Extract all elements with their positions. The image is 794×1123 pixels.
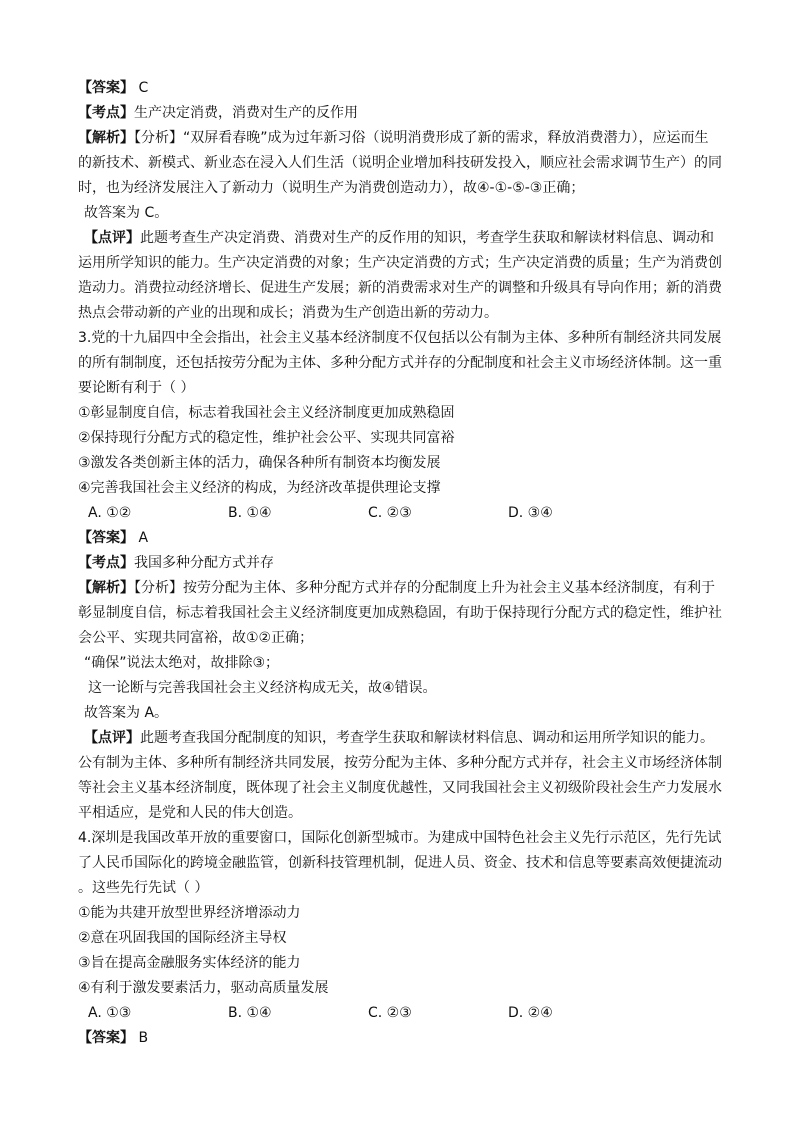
q4-answer-line [78, 1029, 728, 1047]
q4-statement-1: ①能为共建开放型世界经济增添动力 [78, 905, 301, 921]
q3-option-d: D. ③④ [508, 505, 553, 521]
q3-kaodian-line [78, 554, 728, 572]
dianping-label: 【点评】 [84, 730, 140, 746]
q3-extra-line-2: 这一论断与完善我国社会主义经济构成无关，故④错误。 [88, 680, 437, 696]
comment-text: 此题考查生产决定消费、消费对生产的反作用的知识，考查学生获取和解读材料信息、调动和 [140, 230, 714, 246]
q4-stem-line-1: 4.深圳是我国改革开放的重要窗口，国际化创新型城市。为建成中国特色社会主义先行示范区，先行先试 [78, 830, 722, 846]
q2-analysis-line-3: 时，也为经济发展注入了新动力（说明生产为消费创造动力），故④-①-⑤-③正确； [78, 180, 585, 196]
kaodian-label: 【考点】 [78, 105, 134, 121]
analysis-text: “双屏看春晚”成为过年新习俗（说明消费形成了新的需求，释放消费潜力），应运而生 [183, 130, 709, 146]
q4-option-d: D. ②④ [508, 1005, 553, 1021]
q3-statement-1: ①彰显制度自信，标志着我国社会主义经济制度更加成熟稳固 [78, 405, 455, 421]
q3-option-c: C. ②③ [368, 505, 412, 521]
answer-value: A [138, 530, 149, 546]
dianping-label: 【点评】 [84, 230, 140, 246]
q2-comment-line-2: 运用所学知识的能力。生产决定消费的对象；生产决定消费的方式；生产决定消费的质量；生产为消费创 [78, 255, 722, 271]
q3-option-b: B. ①④ [228, 505, 272, 521]
q3-answer-line [78, 529, 728, 547]
kaodian-text: 生产决定消费，消费对生产的反作用 [134, 105, 358, 121]
q3-stem-line-2: 的所有制制度，还包括按劳分配为主体、多种分配方式并存的分配制度和社会主义市场经济体制。这一重 [78, 355, 722, 371]
q2-comment-line-3: 造动力。消费拉动经济增长、促进生产发展；新的消费需求对生产的调整和升级具有导向作用；新的消费 [78, 280, 722, 296]
fenxi-label: 【分析】 [134, 130, 183, 146]
q2-conclusion: 故答案为 C。 [84, 205, 169, 221]
analysis-text: 按劳分配为主体、多种分配方式并存的分配制度上升为社会主义基本经济制度，有利于 [183, 580, 715, 596]
q2-analysis-line-1 [78, 129, 728, 147]
q3-conclusion: 故答案为 A。 [84, 705, 169, 721]
answer-label: 【答案】 [78, 1030, 134, 1046]
q3-comment-line-1 [84, 729, 734, 747]
jiexi-label: 【解析】 [78, 130, 134, 146]
q3-comment-line-4: 平相适应，是党和人民的伟大创造。 [78, 805, 302, 821]
q2-comment-line-4: 热点会带动新的产业的出现和成长；消费为生产创造出新的劳动力。 [78, 305, 498, 321]
q4-statement-4: ④有利于激发要素活力，驱动高质量发展 [78, 980, 329, 996]
jiexi-label: 【解析】 [78, 580, 134, 596]
fenxi-label: 【分析】 [134, 580, 183, 596]
q4-statement-3: ③旨在提高金融服务实体经济的能力 [78, 955, 301, 971]
q2-comment-line-1 [84, 229, 734, 247]
answer-label: 【答案】 [78, 530, 134, 546]
q4-stem-line-2: 了人民币国际化的跨境金融监管，创新科技管理机制，促进人员、资金、技术和信息等要素高效便捷流动 [78, 855, 722, 871]
q3-analysis-line-1 [78, 579, 728, 597]
q3-statement-4: ④完善我国社会主义经济的构成，为经济改革提供理论支撑 [78, 480, 441, 496]
kaodian-text: 我国多种分配方式并存 [134, 555, 274, 571]
q3-statement-2: ②保持现行分配方式的稳定性，维护社会公平、实现共同富裕 [78, 430, 455, 446]
q3-analysis-line-2: 彰显制度自信，标志着我国社会主义经济制度更加成熟稳固，有助于保持现行分配方式的稳定性，维护社 [78, 605, 722, 621]
q3-stem-line-1: 3.党的十九届四中全会指出，社会主义基本经济制度不仅包括以公有制为主体、多种所有制经济共同发展 [78, 330, 722, 346]
kaodian-label: 【考点】 [78, 555, 134, 571]
q4-options [88, 1004, 728, 1022]
q3-comment-line-2: 公有制为主体、多种所有制经济共同发展，按劳分配为主体、多种分配方式并存，社会主义市场经济体制 [78, 755, 722, 771]
q2-analysis-line-2: 的新技术、新模式、新业态在浸入人们生活（说明企业增加科技研发投入，顺应社会需求调节生产）的同 [78, 155, 722, 171]
q4-option-a: A. ①③ [88, 1005, 132, 1021]
q3-comment-line-3: 等社会主义基本经济制度，既体现了社会主义制度优越性，又同我国社会主义初级阶段社会生产力发展水 [78, 780, 722, 796]
q4-statement-2: ②意在巩固我国的国际经济主导权 [78, 930, 287, 946]
q4-option-b: B. ①④ [228, 1005, 272, 1021]
q3-stem-line-3: 要论断有利于（ ） [78, 380, 195, 396]
answer-value: B [138, 1030, 149, 1046]
q3-extra-line-1: “确保”说法太绝对，故排除③； [84, 655, 280, 671]
comment-text: 此题考查我国分配制度的知识，考查学生获取和解读材料信息、调动和运用所学知识的能力。 [140, 730, 714, 746]
q4-stem-line-3: 。这些先行先试（ ） [78, 880, 209, 896]
q3-statement-3: ③激发各类创新主体的活力，确保各种所有制资本均衡发展 [78, 455, 441, 471]
q4-option-c: C. ②③ [368, 1005, 412, 1021]
q3-options [88, 504, 728, 522]
answer-label: 【答案】 [78, 80, 134, 96]
q3-option-a: A. ①② [88, 505, 132, 521]
q3-analysis-line-3: 会公平、实现共同富裕，故①②正确； [78, 630, 314, 646]
answer-value: C [138, 80, 149, 96]
q2-answer-line [78, 79, 728, 97]
q2-kaodian-line [78, 104, 728, 122]
